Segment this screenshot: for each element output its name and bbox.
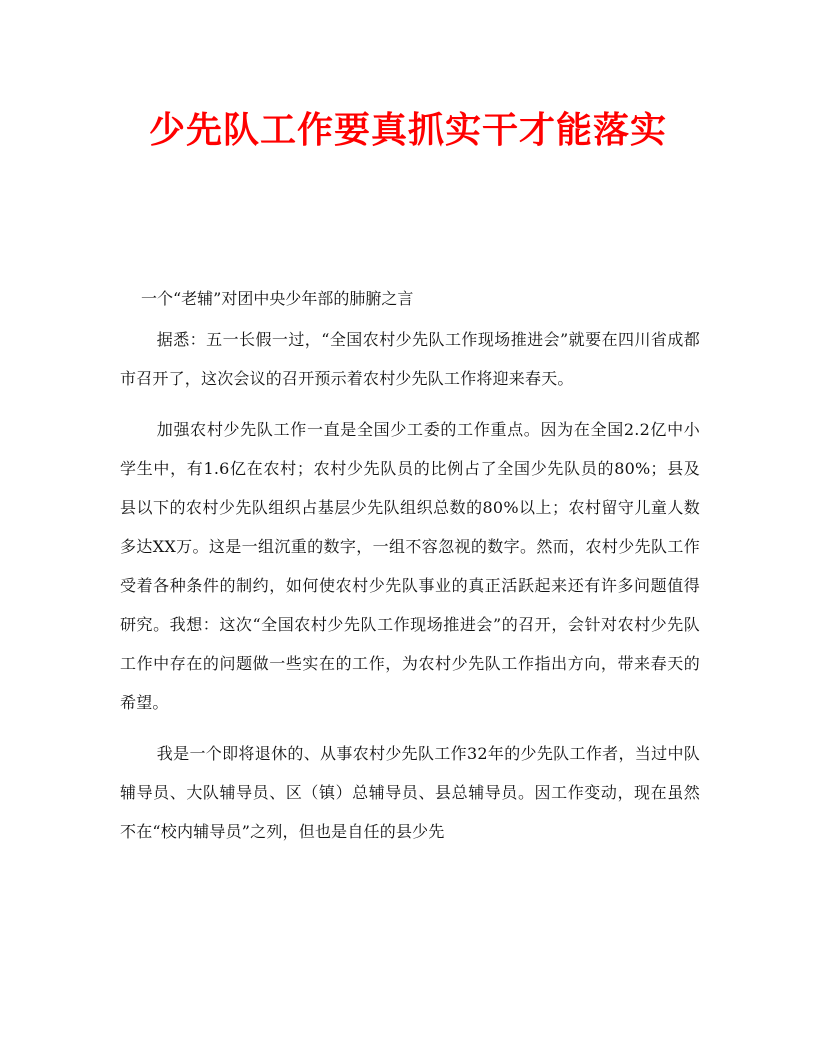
document-body bbox=[120, 320, 700, 863]
document-subtitle: 一个“老辅”对团中央少年部的肺腑之言 bbox=[141, 289, 414, 308]
body-paragraph-1: 据悉：五一长假一过，“全国农村少先队工作现场推进会”就要在四川省成都市召开了，这次会议的召开预示着农村少先队工作将迎来春天。 bbox=[120, 330, 700, 388]
document-title: 少先队工作要真抓实干才能落实 bbox=[148, 109, 667, 151]
body-paragraph-3: 我是一个即将退休的、从事农村少先队工作32年的少先队工作者，当过中队辅导员、大队辅导员、区（镇）总辅导员、县总辅导员。因工作变动，现在虽然不在“校内辅导员”之列，但也是自任的县少先 bbox=[120, 744, 700, 841]
body-paragraph-2: 加强农村少先队工作一直是全国少工委的工作重点。因为在全国2.2亿中小学生中，有1.6亿在农村；农村少先队员的比例占了全国少先队员的80%；县及县以下的农村少先队组织占基层少先队组织总数的80%以上；农村留守儿童人数多达XX万。这是一组沉重的数字，一组不容忽视的数字。然而，农村少先队工作受着各种条件的制约，如何使农村少先队事业的真正活跃起来还有许多问题值得研究。我想：这次“全国农村少先队工作现场推进会”的召开，会针对农村少先队工作中存在的问题做一些实在的工作，为农村少先队工作指出方向，带来春天的希望。 bbox=[120, 420, 700, 712]
